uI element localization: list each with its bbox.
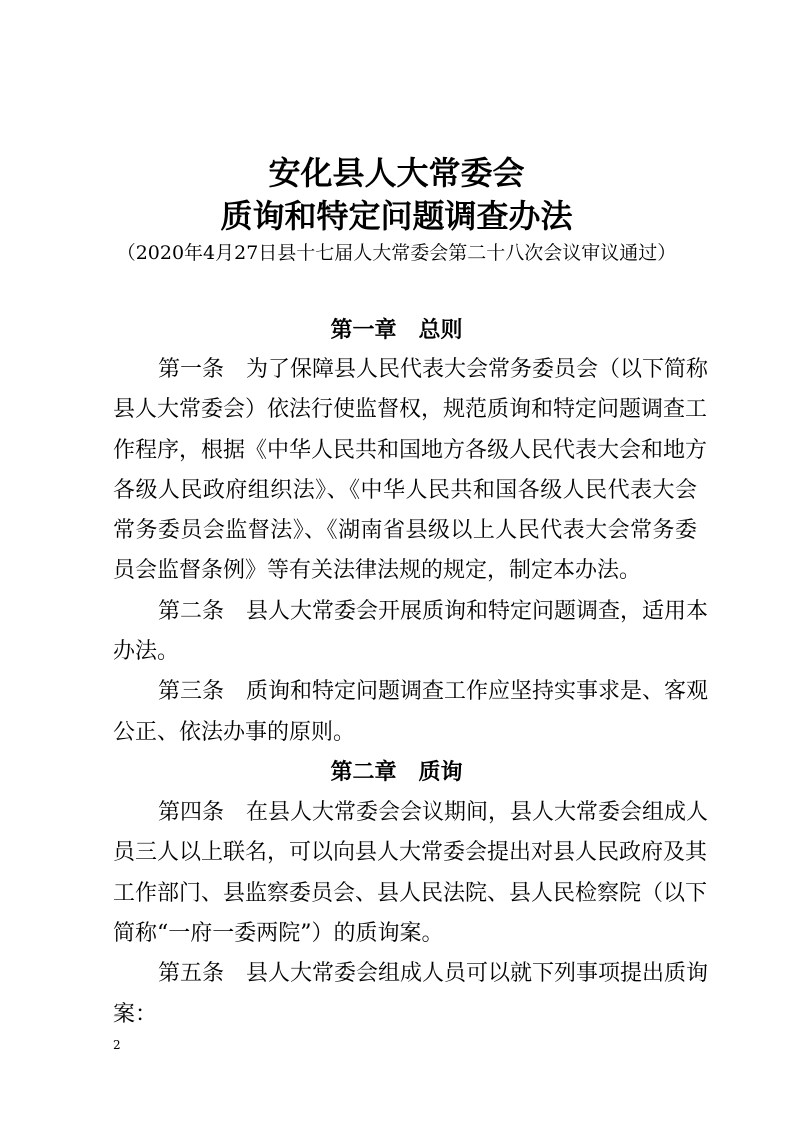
article-1-line: 各级人民政府组织法》、《中华人民共和国各级人民代表大会 [113, 478, 697, 503]
document-title-line-1: 安化县人大常委会 [268, 154, 525, 192]
article-1-line: 县人大常委会）依法行使监督权，规范质询和特定问题调查工 [113, 397, 708, 422]
article-2-line: 第二条 县人大常委会开展质询和特定问题调查，适用本 [158, 599, 709, 624]
article-1-line: 常务委员会监督法》、《湖南省县级以上人民代表大会常务委 [113, 518, 697, 543]
article-2-line: 办法。 [113, 639, 180, 664]
article-5-line: 案： [113, 1002, 158, 1027]
chapter-2-heading: 第二章 质询 [330, 760, 463, 785]
article-4-line: 简称“一府一委两院”）的质询案。 [113, 921, 444, 946]
article-1-line: 员会监督条例》等有关法律法规的规定，制定本办法。 [113, 558, 642, 583]
article-4-line: 第四条 在县人大常委会会议期间，县人大常委会组成人 [158, 800, 709, 825]
article-5-line: 第五条 县人大常委会组成人员可以就下列事项提出质询 [158, 961, 709, 986]
document-title-line-2: 质询和特定问题调查办法 [220, 197, 573, 235]
article-1-line: 第一条 为了保障县人民代表大会常务委员会（以下简称 [158, 357, 709, 382]
chapter-1-heading: 第一章 总则 [330, 318, 463, 343]
article-4-line: 员三人以上联名，可以向县人大常委会提出对县人民政府及其 [113, 840, 708, 865]
page-number: 2 [113, 1038, 121, 1052]
article-3-line: 第三条 质询和特定问题调查工作应坚持实事求是、客观 [158, 679, 709, 704]
article-4-line: 工作部门、县监察委员会、县人民法院、县人民检察院（以下 [113, 881, 708, 906]
document-subtitle: （2020年4月27日县十七届人大常委会第二十八次会议审议通过） [116, 242, 677, 264]
article-1-line: 作程序，根据《中华人民共和国地方各级人民代表大会和地方 [113, 438, 708, 463]
article-3-line: 公正、依法办事的原则。 [113, 720, 356, 745]
